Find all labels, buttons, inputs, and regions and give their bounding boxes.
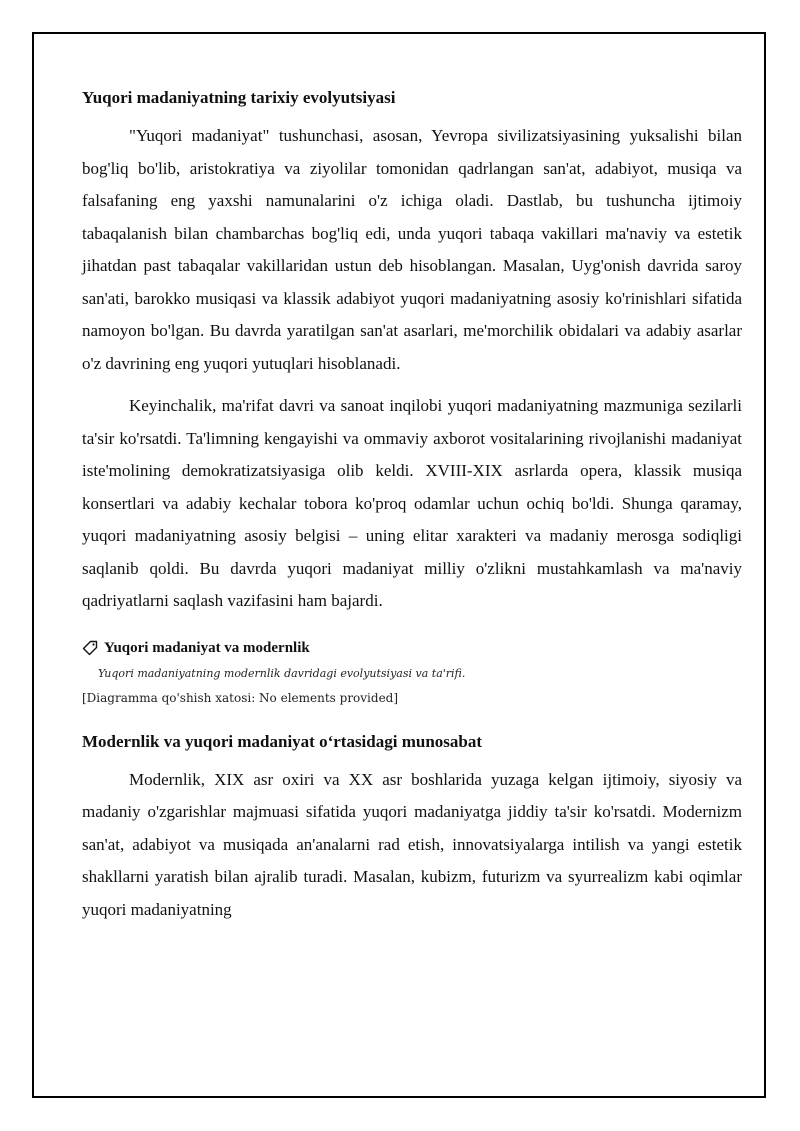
section-heading: Modernlik va yuqori madaniyat oʻrtasidagi munosabat (82, 731, 483, 751)
diagram-title (82, 638, 742, 658)
paragraph: Keyinchalik, ma'rifat davri va sanoat inqilobi yuqori madaniyatning mazmuniga sezilarli ta'sir ko'rsatdi. Ta'limning kengayishi va ommaviy axborot vositalarining rivojlanishi madaniyat iste'molining demokratizatsiyasiga olib keldi. XVIII-XIX asrlarda opera, klassik musiqa konsertlari va adabiy kechalar tobora ko'proq odamlar uchun ochiq bo'ldi. Shunga qaramay, yuqori madaniyatning asosiy belgisi – uning elitar xarakteri va madaniy merosga sodiqligi saqlanib qoldi. Bu davrda yuqori madaniyat milliy o'zlikni mustahkamlash va ma'naviy qadriyatlarni saqlash vazifasini ham bajardi. (82, 396, 742, 610)
paragraph: "Yuqori madaniyat" tushunchasi, asosan, Yevropa sivilizatsiyasining yuksalishi bilan bog'liq bo'lib, aristokratiya va ziyolilar tomonidan qadrlangan san'at, adabiyot, musiqa va falsafaning eng yaxshi namunalarini o'z ichiga oladi. Dastlab, bu tushuncha ijtimoiy tabaqalanish bilan chambarchas bog'liq edi, unda yuqori tabaqa vakillari ma'naviy va estetik jihatdan past tabaqalar vakillaridan ustun deb hisoblangan. Masalan, Uyg'onish davrida saroy san'ati, barokko musiqasi va klassik adabiyot yuqori madaniyatning asosiy ko'rinishlari sifatida namoyon bo'lgan. Bu davrda yaratilgan san'at asarlari, me'morchilik obidalari va adabiy asarlar o'z davrining eng yuqori yutuqlari hisoblanadi. (82, 126, 742, 373)
diagram-subtitle: Yuqori madaniyatning modernlik davridagi evolyutsiyasi va ta'rifi. (98, 666, 466, 680)
diagram-error-message: [Diagramma qo'shish xatosi: No elements provided] (82, 690, 399, 705)
paragraph: Modernlik, XIX asr oxiri va XX asr boshlarida yuzaga kelgan ijtimoiy, siyosiy va madaniy o'zgarishlar majmuasi sifatida yuqori madaniyatga jiddiy ta'sir ko'rsatdi. Modernizm san'at, adabiyot va musiqada an'analarni rad etish, innovatsiyalarga intilish va yangi estetik shakllarni yaratish bilan ajralib turadi. Masalan, kubizm, futurizm va syurrealizm kabi oqimlar yuqori madaniyatning (82, 769, 742, 919)
diagram-title-text: Yuqori madaniyat va modernlik (104, 639, 310, 656)
document-content (82, 84, 742, 926)
tag-icon (82, 640, 98, 656)
section-heading: Yuqori madaniyatning tarixiy evolyutsiyasi (82, 88, 396, 107)
